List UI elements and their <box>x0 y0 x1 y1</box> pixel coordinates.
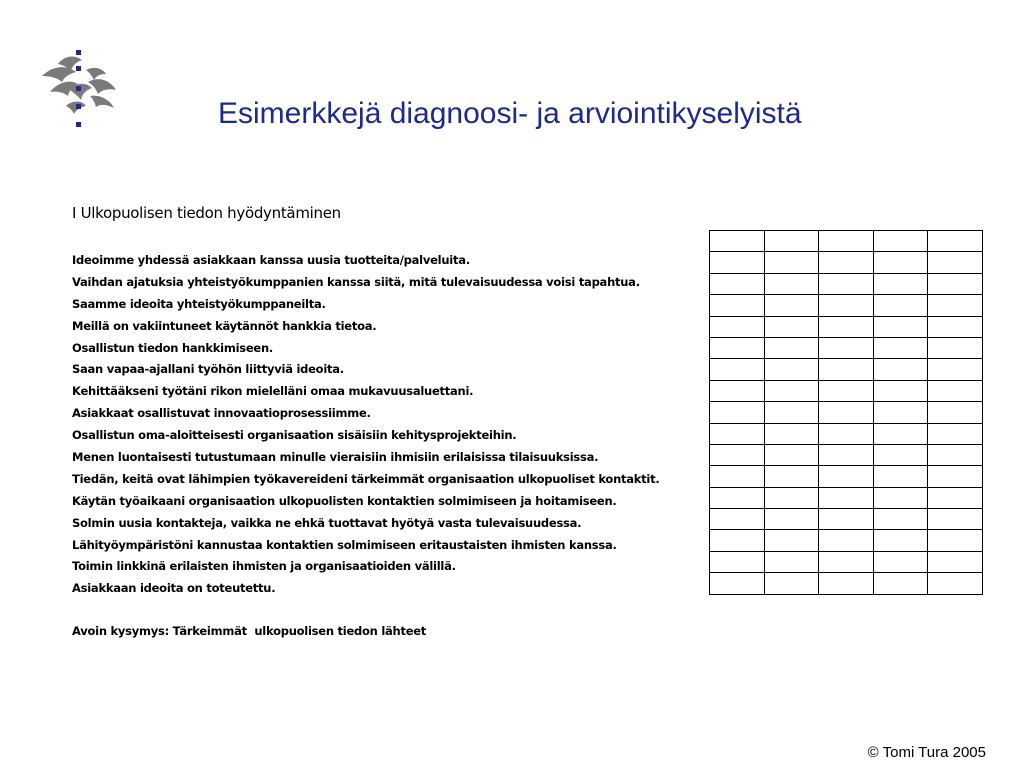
answer-cell <box>764 273 819 294</box>
answer-cell <box>819 530 874 551</box>
answer-cell <box>873 231 928 252</box>
answer-cell <box>710 466 765 487</box>
answer-cell <box>710 295 765 316</box>
answer-cell <box>764 509 819 530</box>
answer-cell <box>873 359 928 380</box>
answer-cell <box>819 573 874 594</box>
section-heading: I Ulkopuolisen tiedon hyödyntäminen <box>72 204 341 222</box>
answer-cell <box>764 252 819 273</box>
answer-cell <box>710 509 765 530</box>
answer-cell <box>819 231 874 252</box>
answer-cell <box>764 337 819 358</box>
answer-cell <box>710 316 765 337</box>
answer-cell <box>710 487 765 508</box>
answer-cell <box>928 466 983 487</box>
answer-cell <box>873 316 928 337</box>
answer-cell <box>710 530 765 551</box>
survey-statement: Saan vapaa-ajallani työhön liittyviä ideoita. <box>72 362 344 377</box>
answer-cell <box>873 573 928 594</box>
answer-grid-row <box>710 402 983 423</box>
survey-statement: Kehittääkseni työtäni rikon mielelläni omaa mukavuusaluettani. <box>72 384 474 399</box>
answer-cell <box>819 380 874 401</box>
answer-grid-row <box>710 252 983 273</box>
survey-statement: Solmin uusia kontakteja, vaikka ne ehkä tuottavat hyötyä vasta tulevaisuudessa. <box>72 515 582 530</box>
answer-cell <box>873 551 928 572</box>
answer-cell <box>764 551 819 572</box>
answer-cell <box>710 273 765 294</box>
answer-grid-row <box>710 423 983 444</box>
survey-statement: Menen luontaisesti tutustumaan minulle vieraisiin ihmisiin erilaisissa tilaisuuksissa. <box>72 450 599 465</box>
answer-cell <box>764 295 819 316</box>
survey-statement: Ideoimme yhdessä asiakkaan kanssa uusia tuotteita/palveluita. <box>72 253 470 267</box>
answer-grid-row <box>710 444 983 465</box>
survey-statement: Osallistun tiedon hankkimiseen. <box>72 340 274 355</box>
answer-cell <box>764 380 819 401</box>
survey-statement: Asiakkaat osallistuvat innovaatioprosessiimme. <box>72 406 371 421</box>
answer-cell <box>710 252 765 273</box>
answer-cell <box>819 337 874 358</box>
answer-cell <box>764 487 819 508</box>
answer-grid-row <box>710 487 983 508</box>
answer-cell <box>873 252 928 273</box>
answer-grid-row <box>710 530 983 551</box>
answer-cell <box>819 551 874 572</box>
answer-cell <box>873 380 928 401</box>
answer-cell <box>819 359 874 380</box>
answer-cell <box>873 487 928 508</box>
answer-grid-row <box>710 231 983 252</box>
answer-grid-row <box>710 316 983 337</box>
answer-cell <box>710 337 765 358</box>
answer-cell <box>928 402 983 423</box>
answer-cell <box>873 423 928 444</box>
answer-cell <box>819 509 874 530</box>
survey-statement: Toimin linkkinä erilaisten ihmisten ja organisaatioiden välillä. <box>72 559 456 574</box>
survey-statement: Saamme ideoita yhteistyökumppaneilta. <box>72 296 326 311</box>
answer-cell <box>819 252 874 273</box>
answer-cell <box>928 444 983 465</box>
answer-cell <box>710 231 765 252</box>
answer-cell <box>873 295 928 316</box>
answer-cell <box>928 252 983 273</box>
answer-cell <box>928 273 983 294</box>
flame-logo-icon <box>36 46 126 136</box>
answer-cell <box>710 551 765 572</box>
answer-cell <box>928 359 983 380</box>
answer-grid-row <box>710 509 983 530</box>
answer-grid-row <box>710 573 983 594</box>
answer-cell <box>873 530 928 551</box>
answer-cell <box>873 444 928 465</box>
answer-cell <box>928 316 983 337</box>
answer-cell <box>710 573 765 594</box>
answer-cell <box>819 316 874 337</box>
survey-statement: Käytän työaikaani organisaation ulkopuolisten kontaktien solmimiseen ja hoitamiseen. <box>72 493 617 508</box>
answer-cell <box>819 466 874 487</box>
survey-statement: Osallistun oma-aloitteisesti organisaation sisäisiin kehitysprojekteihin. <box>72 428 517 443</box>
survey-statement: Asiakkaan ideoita on toteutettu. <box>72 581 276 596</box>
answer-cell <box>928 551 983 572</box>
answer-cell <box>710 423 765 444</box>
copyright-text: © Tomi Tura 2005 <box>867 744 986 761</box>
answer-cell <box>764 231 819 252</box>
answer-cell <box>928 231 983 252</box>
open-question: Avoin kysymys: Tärkeimmät ulkopuolisen tiedon lähteet <box>72 624 427 638</box>
answer-cell <box>928 530 983 551</box>
answer-cell <box>819 444 874 465</box>
answer-cell <box>819 295 874 316</box>
answer-cell <box>764 402 819 423</box>
answer-cell <box>928 423 983 444</box>
answer-cell <box>873 402 928 423</box>
survey-statement: Tiedän, keitä ovat lähimpien työkavereideni tärkeimmät organisaation ulkopuoliset kontaktit. <box>72 471 660 486</box>
answer-cell <box>764 316 819 337</box>
answer-cell <box>819 402 874 423</box>
answer-cell <box>764 466 819 487</box>
answer-cell <box>928 509 983 530</box>
answer-grid-row <box>710 380 983 401</box>
answer-cell <box>764 573 819 594</box>
answer-cell <box>928 295 983 316</box>
answer-cell <box>819 487 874 508</box>
answer-grid-row <box>710 295 983 316</box>
survey-statement: Meillä on vakiintuneet käytännöt hankkia tietoa. <box>72 318 377 333</box>
answer-cell <box>819 273 874 294</box>
answer-cell <box>928 337 983 358</box>
answer-grid-row <box>710 359 983 380</box>
answer-cell <box>873 337 928 358</box>
answer-grid-row <box>710 337 983 358</box>
answer-grid-row <box>710 273 983 294</box>
survey-statement: Lähityöympäristöni kannustaa kontaktien solmimiseen eritaustaisten ihmisten kanssa. <box>72 537 617 552</box>
answer-cell <box>764 530 819 551</box>
answer-cell <box>873 273 928 294</box>
answer-cell <box>710 380 765 401</box>
answer-cell <box>928 487 983 508</box>
survey-statement: Vaihdan ajatuksia yhteistyökumppanien kanssa siitä, mitä tulevaisuudessa voisi tapahtua. <box>72 274 640 289</box>
slide-title: Esimerkkejä diagnoosi- ja arviointikyselyistä <box>218 97 802 130</box>
answer-grid <box>709 230 983 595</box>
answer-cell <box>710 402 765 423</box>
answer-grid-row <box>710 466 983 487</box>
answer-cell <box>928 380 983 401</box>
answer-cell <box>873 509 928 530</box>
survey-statement-list <box>72 250 659 600</box>
answer-cell <box>928 573 983 594</box>
answer-cell <box>710 444 765 465</box>
answer-cell <box>873 466 928 487</box>
answer-cell <box>710 359 765 380</box>
answer-cell <box>764 423 819 444</box>
answer-cell <box>764 444 819 465</box>
answer-cell <box>819 423 874 444</box>
answer-cell <box>764 359 819 380</box>
answer-grid-row <box>710 551 983 572</box>
